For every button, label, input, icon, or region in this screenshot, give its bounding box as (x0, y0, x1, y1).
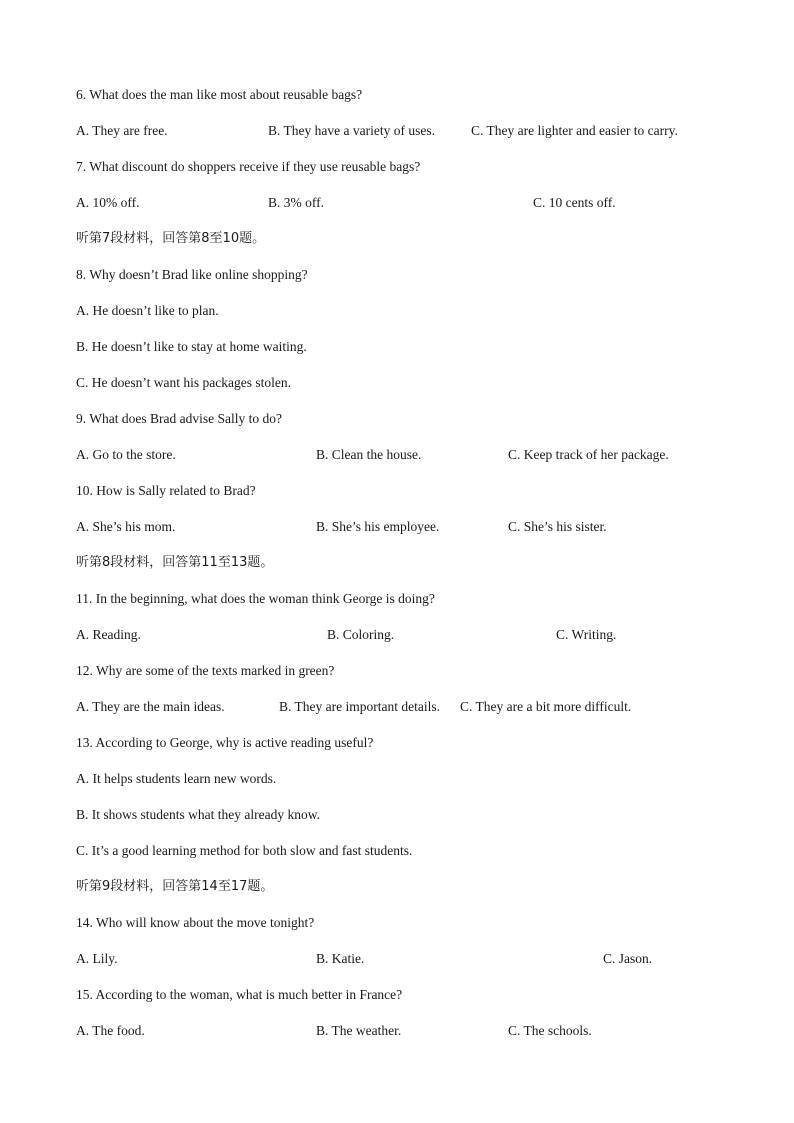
question-13-option-b: B. It shows students what they already know. (76, 807, 320, 822)
question-12-stem: 12. Why are some of the texts marked in green? (76, 663, 335, 678)
question-7-stem: 7. What discount do shoppers receive if they use reusable bags? (76, 159, 421, 174)
question-13-option-a: A. It helps students learn new words. (76, 771, 277, 786)
question-15-option-b: B. The weather. (316, 1023, 402, 1038)
question-6-option-c: C. They are lighter and easier to carry. (471, 123, 678, 138)
question-7-option-a: A. 10% off. (76, 195, 140, 210)
question-9-option-c: C. Keep track of her package. (508, 447, 669, 462)
question-11-option-c: C. Writing. (556, 627, 617, 642)
question-14-option-c: C. Jason. (603, 951, 653, 966)
question-10-option-b: B. She’s his employee. (316, 519, 440, 534)
question-12-option-c: C. They are a bit more difficult. (460, 699, 632, 714)
question-7-option-c: C. 10 cents off. (533, 195, 616, 210)
question-8-option-a: A. He doesn’t like to plan. (76, 303, 219, 318)
question-8-option-b: B. He doesn’t like to stay at home waiting. (76, 339, 307, 354)
question-11-option-b: B. Coloring. (327, 627, 395, 642)
question-10-option-c: C. She’s his sister. (508, 519, 607, 534)
question-6-stem: 6. What does the man like most about reusable bags? (76, 87, 363, 102)
question-14-stem: 14. Who will know about the move tonight? (76, 915, 315, 930)
section-9-instruction: 听第9段材料，回答第14至17题。 (76, 879, 274, 894)
question-7-option-b: B. 3% off. (268, 195, 324, 210)
question-12-option-a: A. They are the main ideas. (76, 699, 225, 714)
section-8-instruction: 听第8段材料，回答第11至13题。 (76, 555, 274, 570)
question-15-option-a: A. The food. (76, 1023, 145, 1038)
question-12-option-b: B. They are important details. (279, 699, 440, 714)
question-10-stem: 10. How is Sally related to Brad? (76, 483, 256, 498)
question-14-option-a: A. Lily. (76, 951, 118, 966)
question-9-stem: 9. What does Brad advise Sally to do? (76, 411, 282, 426)
section-7-instruction: 听第7段材料，回答第8至10题。 (76, 231, 266, 246)
question-10-option-a: A. She’s his mom. (76, 519, 176, 534)
question-13-stem: 13. According to George, why is active reading useful? (76, 735, 374, 750)
question-15-option-c: C. The schools. (508, 1023, 592, 1038)
question-9-option-a: A. Go to the store. (76, 447, 176, 462)
question-15-stem: 15. According to the woman, what is much better in France? (76, 987, 403, 1002)
question-13-option-c: C. It’s a good learning method for both slow and fast students. (76, 843, 413, 858)
question-11-stem: 11. In the beginning, what does the woman think George is doing? (76, 591, 435, 606)
question-9-option-b: B. Clean the house. (316, 447, 422, 462)
question-14-option-b: B. Katie. (316, 951, 365, 966)
question-8-stem: 8. Why doesn’t Brad like online shopping? (76, 267, 308, 282)
question-6-option-a: A. They are free. (76, 123, 168, 138)
question-6-option-b: B. They have a variety of uses. (268, 123, 435, 138)
question-8-option-c: C. He doesn’t want his packages stolen. (76, 375, 291, 390)
question-11-option-a: A. Reading. (76, 627, 141, 642)
